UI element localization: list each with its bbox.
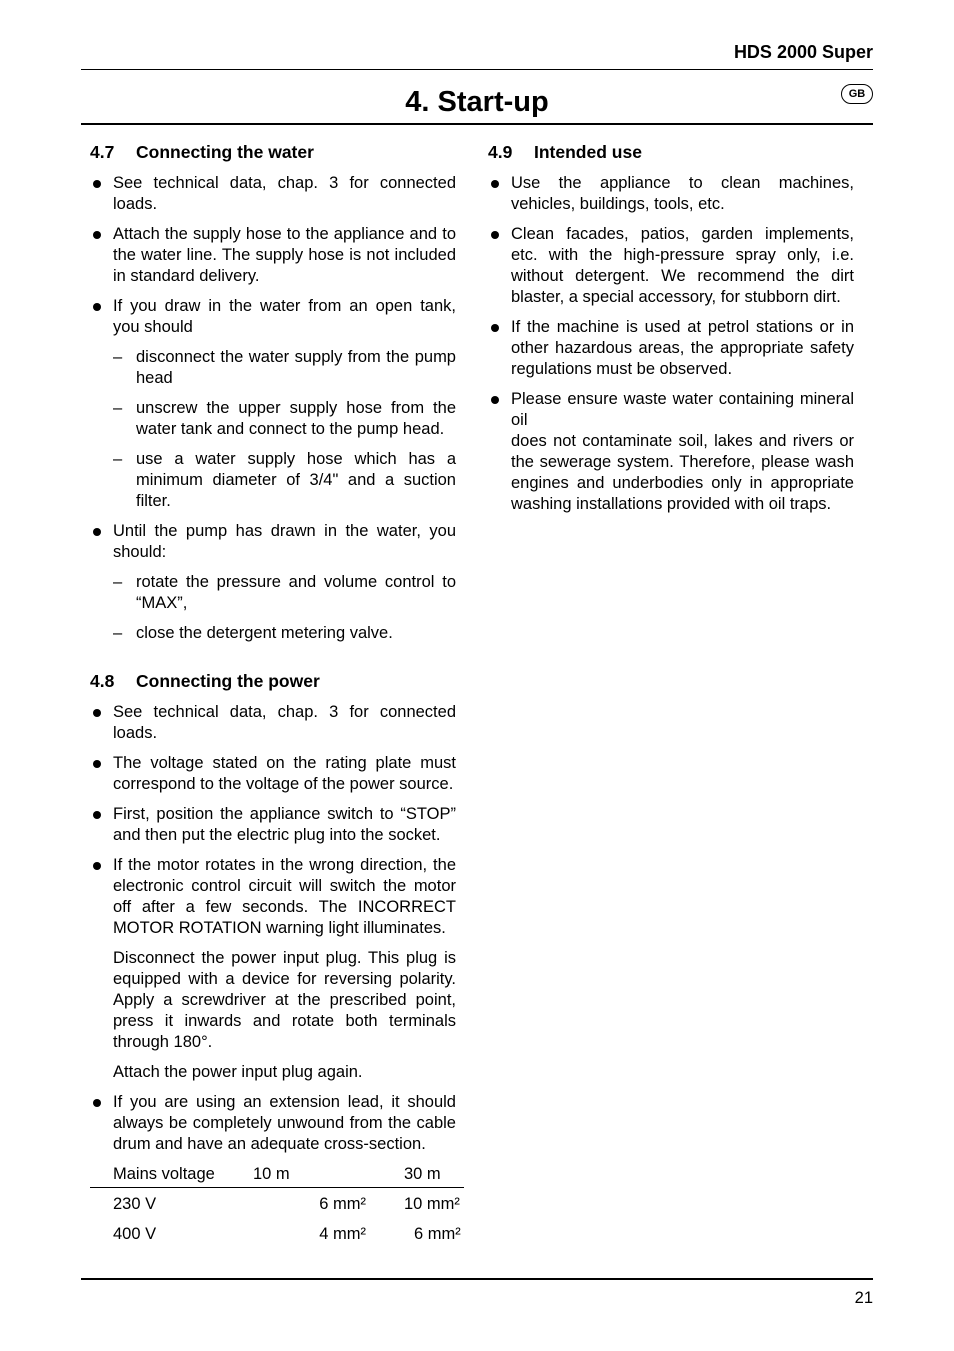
table-cell: 10 mm² xyxy=(404,1195,460,1213)
table-header: Mains voltage xyxy=(90,1164,253,1188)
dash-item: – unscrew the upper supply hose from the water tank and connect to the pump head. xyxy=(90,398,456,440)
dash-item: – use a water supply hose which has a minimum diameter of 3/4" and a suction filter. xyxy=(90,449,456,512)
model-name: HDS 2000 Super xyxy=(733,42,873,62)
table-cell: 6 mm² xyxy=(414,1225,461,1243)
table-row xyxy=(90,1188,464,1219)
table-header: 30 m xyxy=(404,1164,464,1188)
bullet-item: See technical data, chap. 3 for connected loads. xyxy=(90,173,456,215)
bullet-item xyxy=(488,389,854,515)
section-number: 4.8 xyxy=(90,671,115,691)
bullet-item: See technical data, chap. 3 for connected loads. xyxy=(90,702,456,744)
bullet-item: The voltage stated on the rating plate must correspond to the voltage of the power source. xyxy=(90,753,456,795)
section-number: 4.7 xyxy=(90,142,115,162)
bullet-item: If you draw in the water from an open tank, you should xyxy=(90,296,456,338)
section-heading-4-8 xyxy=(90,671,456,692)
paragraph: Disconnect the power input plug. This plug is equipped with a device for reversing polarity. Apply a screwdriver at the prescribed point, press it inwards and rotate both terminals through 180°. xyxy=(113,949,456,1051)
section-gap xyxy=(90,653,456,671)
bullet-line: Please ensure waste water containing mineral oil xyxy=(511,390,854,429)
table-row xyxy=(90,1218,464,1248)
bullet-item: First, position the appliance switch to “STOP” and then put the electric plug into the socket. xyxy=(90,804,456,846)
section-heading-4-7 xyxy=(90,142,456,163)
section-heading-4-9 xyxy=(488,142,854,163)
table-header: 10 m xyxy=(253,1164,404,1188)
table-cell: 4 mm² xyxy=(319,1225,366,1243)
bullet-item: If you are using an extension lead, it should always be completely unwound from the cable drum and have an adequate cross-section. xyxy=(90,1092,456,1155)
bullet-line: does not contaminate soil, lakes and rivers or the sewerage system. Therefore, please wash engines and underbodies only in appropriate washing installations provided with oil traps. xyxy=(511,432,854,513)
bullet-item: If the machine is used at petrol stations or in other hazardous areas, the appropriate safety regulations must be observed. xyxy=(488,317,854,380)
dash-item: – rotate the pressure and volume control to “MAX”, xyxy=(90,572,456,614)
header-rule xyxy=(81,69,873,70)
page-number: 21 xyxy=(854,1289,873,1307)
section-title: Intended use xyxy=(534,142,642,162)
dash-item: – close the detergent metering valve. xyxy=(90,623,456,644)
paragraph: Attach the power input plug again. xyxy=(113,1063,363,1081)
cable-cross-section-table xyxy=(90,1164,464,1248)
language-badge: GB xyxy=(841,84,873,104)
bullet-item: Until the pump has drawn in the water, you should: xyxy=(90,521,456,563)
left-column xyxy=(90,142,461,1248)
table-header-row xyxy=(90,1164,464,1188)
section-number: 4.9 xyxy=(488,142,513,162)
footer-rule xyxy=(81,1278,873,1280)
bullet-item: Clean facades, patios, garden implements, etc. with the high-pressure spray only, i.e. without detergent. We recommend the dirt blaster, a special accessory, for stubborn dirt. xyxy=(488,224,854,308)
title-rule xyxy=(81,123,873,125)
section-title: Connecting the water xyxy=(136,142,314,162)
table-cell: 6 mm² xyxy=(319,1195,366,1213)
chapter-title: 4. Start-up xyxy=(405,86,549,118)
section-title: Connecting the power xyxy=(136,671,320,691)
bullet-item: Attach the supply hose to the appliance and to the water line. The supply hose is not included in standard delivery. xyxy=(90,224,456,287)
right-column xyxy=(488,142,854,524)
table-cell: 400 V xyxy=(113,1225,157,1243)
bullet-item: If the motor rotates in the wrong direction, the electronic control circuit will switch the motor off after a few seconds. The INCORRECT MOTOR ROTATION warning light illuminates. xyxy=(90,855,456,939)
dash-item: – disconnect the water supply from the pump head xyxy=(90,347,456,389)
table-cell: 230 V xyxy=(113,1195,157,1213)
bullet-item: Use the appliance to clean machines, vehicles, buildings, tools, etc. xyxy=(488,173,854,215)
